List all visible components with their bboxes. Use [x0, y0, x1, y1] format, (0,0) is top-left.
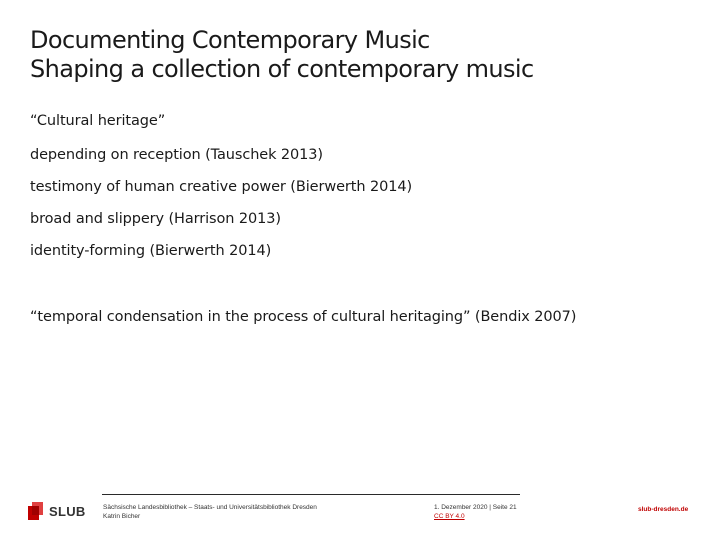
slide-title-line-1: Documenting Contemporary Music — [30, 26, 430, 54]
slide-title-line-2: Shaping a collection of contemporary music — [30, 55, 534, 83]
slide-title — [30, 26, 700, 84]
footer-date-page — [434, 503, 517, 521]
footer-organization — [103, 503, 317, 521]
body-line-creative-power: testimony of human creative power (Bierwerth 2014) — [30, 179, 412, 195]
footer-divider — [102, 494, 520, 495]
logo-text: SLUB — [49, 503, 86, 519]
footer-org-name: Sächsische Landesbibliothek – Staats- und Universitätsbibliothek Dresden — [103, 504, 317, 511]
license-link[interactable]: CC BY 4.0 — [434, 513, 465, 520]
body-line-broad-slippery: broad and slippery (Harrison 2013) — [30, 211, 281, 227]
body-quote-temporal-condensation: “temporal condensation in the process of cultural heritaging” (Bendix 2007) — [30, 309, 577, 325]
body-line-reception: depending on reception (Tauschek 2013) — [30, 147, 323, 163]
slub-logo — [28, 500, 86, 522]
slub-logo-icon — [28, 502, 44, 520]
footer-date: 1. Dezember 2020 | Seite 21 — [434, 504, 517, 511]
body-line-identity-forming: identity-forming (Bierwerth 2014) — [30, 243, 272, 259]
body-heading-cultural-heritage: “Cultural heritage” — [30, 113, 166, 129]
footer-author: Katrin Bicher — [103, 513, 141, 520]
footer-website[interactable]: slub-dresden.de — [638, 506, 689, 513]
